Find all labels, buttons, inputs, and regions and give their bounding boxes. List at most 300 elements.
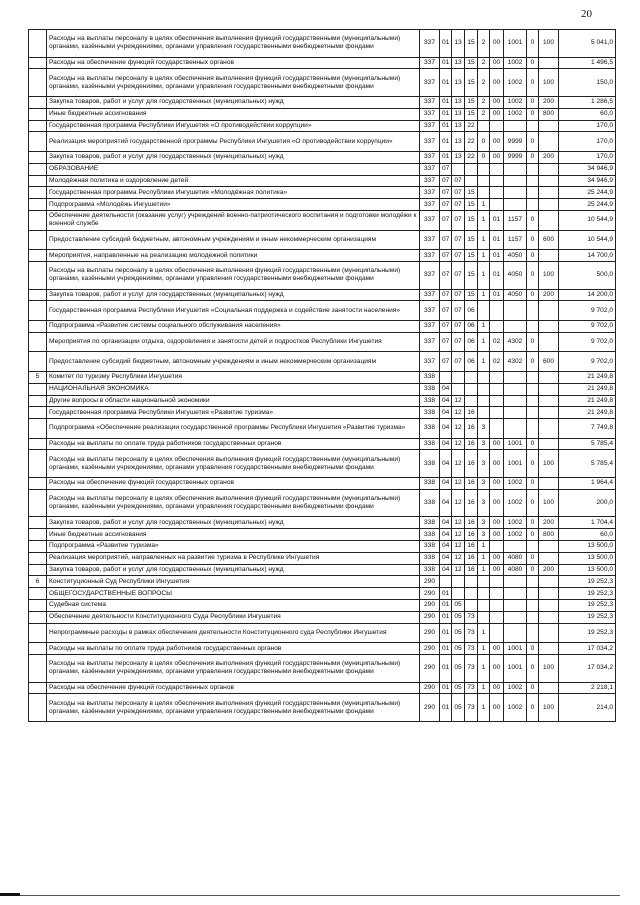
section-code-cell: 01 (440, 120, 452, 132)
direction-code-cell: 1002 (504, 57, 527, 69)
table-row (29, 478, 616, 490)
description-cell: ОБЩЕГОСУДАРСТВЕННЫЕ ВОПРОСЫ (47, 588, 420, 600)
direction-code-cell: 1002 (504, 478, 527, 490)
ministry-code-cell: 337 (420, 96, 440, 108)
direction-code-cell: 1001 (504, 438, 527, 450)
subprogram-code-cell: 1 (478, 552, 490, 564)
extra-code-cell: 0 (527, 552, 539, 564)
table-row (29, 261, 616, 289)
section-number-cell (29, 250, 47, 262)
amount-cell: 14 200,0 (559, 289, 616, 301)
program-code-cell: 73 (465, 682, 478, 694)
event-code-cell: 02 (490, 352, 504, 372)
amount-cell: 150,0 (559, 69, 616, 97)
direction-code-cell (504, 541, 527, 553)
amount-cell: 5 785,4 (559, 450, 616, 478)
subsection-code-cell: 05 (452, 623, 465, 643)
ministry-code-cell: 337 (420, 175, 440, 187)
event-code-cell (490, 371, 504, 383)
extra-code-cell: 0 (527, 450, 539, 478)
direction-code-cell: 1002 (504, 489, 527, 517)
program-code-cell: 15 (465, 199, 478, 211)
event-code-cell: 00 (490, 655, 504, 683)
subsection-code-cell: 07 (452, 261, 465, 289)
table-row (29, 623, 616, 643)
section-code-cell: 01 (440, 132, 452, 152)
ministry-code-cell: 337 (420, 261, 440, 289)
table-row (29, 450, 616, 478)
expense-type-cell: 200 (539, 151, 559, 163)
extra-code-cell (527, 320, 539, 332)
amount-cell: 9 702,0 (559, 352, 616, 372)
extra-code-cell (527, 120, 539, 132)
program-code-cell (465, 576, 478, 588)
description-cell: Расходы на выплаты по оплате труда работников государственных органов (47, 643, 420, 655)
expense-type-cell: 100 (539, 69, 559, 97)
expense-type-cell: 600 (539, 352, 559, 372)
event-code-cell: 00 (490, 682, 504, 694)
expense-type-cell (539, 600, 559, 612)
amount-cell: 25 244,9 (559, 199, 616, 211)
extra-code-cell: 0 (527, 210, 539, 230)
subprogram-code-cell: 1 (478, 199, 490, 211)
program-code-cell (465, 383, 478, 395)
description-cell: Расходы на выплаты персоналу в целях обеспечения выполнения функций государственными (муниципальными) органами, казёнными учреждениями, органами управления государственными внебюджетными фондами (47, 655, 420, 683)
subprogram-code-cell: 1 (478, 320, 490, 332)
description-cell: Закупка товаров, работ и услуг для государственных (муниципальных) нужд (47, 151, 420, 163)
ministry-code-cell: 338 (420, 395, 440, 407)
extra-code-cell: 0 (527, 438, 539, 450)
subprogram-code-cell (478, 175, 490, 187)
ministry-code-cell: 290 (420, 694, 440, 722)
description-cell: Расходы на выплаты по оплате труда работников государственных органов (47, 438, 420, 450)
subprogram-code-cell: 2 (478, 69, 490, 97)
extra-code-cell (527, 419, 539, 439)
event-code-cell: 00 (490, 489, 504, 517)
description-cell: Иные бюджетные ассигнования (47, 529, 420, 541)
ministry-code-cell: 290 (420, 611, 440, 623)
subsection-code-cell: 05 (452, 694, 465, 722)
expense-type-cell (539, 57, 559, 69)
table-row (29, 151, 616, 163)
description-cell: Закупка товаров, работ и услуг для государственных (муниципальных) нужд (47, 564, 420, 576)
section-number-cell (29, 395, 47, 407)
amount-cell: 1 704,4 (559, 517, 616, 529)
section-number-cell (29, 564, 47, 576)
direction-code-cell (504, 175, 527, 187)
direction-code-cell: 9999 (504, 151, 527, 163)
extra-code-cell (527, 588, 539, 600)
section-number-cell (29, 320, 47, 332)
program-code-cell: 16 (465, 564, 478, 576)
section-code-cell: 07 (440, 289, 452, 301)
subprogram-code-cell (478, 588, 490, 600)
extra-code-cell: 0 (527, 643, 539, 655)
ministry-code-cell: 337 (420, 57, 440, 69)
section-number-cell (29, 529, 47, 541)
program-code-cell: 73 (465, 643, 478, 655)
program-code-cell: 16 (465, 450, 478, 478)
amount-cell: 500,0 (559, 261, 616, 289)
event-code-cell: 01 (490, 250, 504, 262)
table-row (29, 682, 616, 694)
ministry-code-cell: 337 (420, 151, 440, 163)
extra-code-cell: 0 (527, 529, 539, 541)
event-code-cell (490, 541, 504, 553)
direction-code-cell (504, 588, 527, 600)
event-code-cell: 00 (490, 552, 504, 564)
section-number-cell (29, 289, 47, 301)
subprogram-code-cell: 2 (478, 96, 490, 108)
section-number-cell (29, 383, 47, 395)
description-cell: Судебная система (47, 600, 420, 612)
program-code-cell: 16 (465, 419, 478, 439)
program-code-cell (465, 600, 478, 612)
direction-code-cell: 4080 (504, 564, 527, 576)
program-code-cell: 22 (465, 120, 478, 132)
subprogram-code-cell (478, 611, 490, 623)
section-code-cell: 01 (440, 611, 452, 623)
direction-code-cell: 1157 (504, 210, 527, 230)
subprogram-code-cell: 1 (478, 643, 490, 655)
description-cell: Государственная программа Республики Ингушетия «Развитие туризма» (47, 407, 420, 419)
subprogram-code-cell: 2 (478, 108, 490, 120)
extra-code-cell (527, 175, 539, 187)
direction-code-cell: 1002 (504, 694, 527, 722)
extra-code-cell: 0 (527, 69, 539, 97)
event-code-cell: 00 (490, 132, 504, 152)
event-code-cell (490, 301, 504, 321)
expense-type-cell: 100 (539, 489, 559, 517)
subprogram-code-cell: 1 (478, 682, 490, 694)
table-row (29, 199, 616, 211)
extra-code-cell (527, 576, 539, 588)
budget-table-body (29, 30, 616, 722)
description-cell: Подпрограмма «Развитие системы социального обслуживания населения» (47, 320, 420, 332)
ministry-code-cell: 337 (420, 132, 440, 152)
subprogram-code-cell: 1 (478, 261, 490, 289)
subsection-code-cell: 12 (452, 450, 465, 478)
direction-code-cell: 1157 (504, 230, 527, 250)
section-code-cell: 01 (440, 96, 452, 108)
ministry-code-cell: 337 (420, 187, 440, 199)
amount-cell: 1 496,5 (559, 57, 616, 69)
direction-code-cell: 1002 (504, 96, 527, 108)
amount-cell: 13 500,0 (559, 564, 616, 576)
extra-code-cell (527, 600, 539, 612)
event-code-cell (490, 120, 504, 132)
program-code-cell (465, 588, 478, 600)
program-code-cell (465, 395, 478, 407)
description-cell: Закупка товаров, работ и услуг для государственных (муниципальных) нужд (47, 289, 420, 301)
ministry-code-cell: 290 (420, 643, 440, 655)
program-code-cell: 15 (465, 210, 478, 230)
footer-rule (20, 895, 620, 896)
expense-type-cell (539, 623, 559, 643)
extra-code-cell: 0 (527, 352, 539, 372)
extra-code-cell (527, 407, 539, 419)
description-cell: Реализация мероприятий, направленных на развитие туризма в Республике Ингушетия (47, 552, 420, 564)
subsection-code-cell: 07 (452, 301, 465, 321)
program-code-cell: 73 (465, 655, 478, 683)
table-row (29, 600, 616, 612)
ministry-code-cell: 338 (420, 541, 440, 553)
section-code-cell: 01 (440, 30, 452, 58)
budget-table (28, 29, 616, 722)
section-code-cell: 07 (440, 163, 452, 175)
extra-code-cell: 0 (527, 108, 539, 120)
section-number-cell (29, 210, 47, 230)
subsection-code-cell (452, 163, 465, 175)
subsection-code-cell: 12 (452, 438, 465, 450)
direction-code-cell: 4050 (504, 261, 527, 289)
ministry-code-cell: 338 (420, 517, 440, 529)
table-row (29, 57, 616, 69)
subsection-code-cell: 07 (452, 250, 465, 262)
amount-cell: 13 500,0 (559, 552, 616, 564)
amount-cell: 21 249,8 (559, 383, 616, 395)
description-cell: Другие вопросы в области национальной экономики (47, 395, 420, 407)
program-code-cell: 15 (465, 230, 478, 250)
expense-type-cell (539, 250, 559, 262)
event-code-cell: 00 (490, 69, 504, 97)
expense-type-cell: 800 (539, 108, 559, 120)
extra-code-cell (527, 395, 539, 407)
expense-type-cell (539, 210, 559, 230)
event-code-cell (490, 175, 504, 187)
direction-code-cell: 1002 (504, 529, 527, 541)
section-number-cell (29, 132, 47, 152)
subprogram-code-cell (478, 383, 490, 395)
program-code-cell: 22 (465, 151, 478, 163)
event-code-cell: 01 (490, 230, 504, 250)
section-code-cell: 04 (440, 419, 452, 439)
subprogram-code-cell (478, 600, 490, 612)
extra-code-cell (527, 163, 539, 175)
ministry-code-cell: 338 (420, 552, 440, 564)
direction-code-cell: 4302 (504, 332, 527, 352)
section-number-cell (29, 600, 47, 612)
extra-code-cell: 0 (527, 132, 539, 152)
description-cell: Государственная программа Республики Ингушетия «О противодействии коррупции» (47, 120, 420, 132)
direction-code-cell: 9999 (504, 132, 527, 152)
table-row (29, 69, 616, 97)
table-row (29, 320, 616, 332)
section-number-cell (29, 655, 47, 683)
description-cell: Комитет по туризму Республики Ингушетия (47, 371, 420, 383)
expense-type-cell (539, 643, 559, 655)
table-row (29, 438, 616, 450)
direction-code-cell: 1002 (504, 69, 527, 97)
subprogram-code-cell: 2 (478, 57, 490, 69)
event-code-cell: 00 (490, 529, 504, 541)
section-number-cell: 6 (29, 576, 47, 588)
description-cell: Расходы на выплаты персоналу в целях обеспечения выполнения функций государственными (муниципальными) органами, казёнными учреждениями, органами управления государственными внебюджетными фондами (47, 69, 420, 97)
program-code-cell: 15 (465, 96, 478, 108)
description-cell: Расходы на выплаты персоналу в целях обеспечения выполнения функций государственными (муниципальными) органами, казёнными учреждениями, органами управления государственными внебюджетными фондами (47, 30, 420, 58)
subsection-code-cell: 13 (452, 57, 465, 69)
event-code-cell (490, 623, 504, 643)
subprogram-code-cell: 1 (478, 655, 490, 683)
subprogram-code-cell: 3 (478, 438, 490, 450)
program-code-cell: 15 (465, 289, 478, 301)
subprogram-code-cell: 1 (478, 289, 490, 301)
section-code-cell: 01 (440, 623, 452, 643)
subprogram-code-cell: 1 (478, 332, 490, 352)
direction-code-cell (504, 371, 527, 383)
ministry-code-cell: 337 (420, 332, 440, 352)
program-code-cell: 16 (465, 478, 478, 490)
direction-code-cell: 4050 (504, 289, 527, 301)
event-code-cell (490, 407, 504, 419)
description-cell: Иные бюджетные ассигнования (47, 108, 420, 120)
extra-code-cell: 0 (527, 261, 539, 289)
section-number-cell (29, 332, 47, 352)
amount-cell: 9 702,0 (559, 320, 616, 332)
section-code-cell: 01 (440, 69, 452, 97)
description-cell: Обеспечение деятельности Конституционного Суда Республики Ингушетия (47, 611, 420, 623)
event-code-cell: 00 (490, 564, 504, 576)
section-number-cell: 5 (29, 371, 47, 383)
section-code-cell: 04 (440, 395, 452, 407)
section-number-cell (29, 96, 47, 108)
section-code-cell: 04 (440, 529, 452, 541)
ministry-code-cell: 338 (420, 450, 440, 478)
program-code-cell: 73 (465, 623, 478, 643)
section-code-cell: 04 (440, 383, 452, 395)
description-cell: Расходы на выплаты персоналу в целях обеспечения выполнения функций государственными (муниципальными) органами, казёнными учреждениями, органами управления государственными внебюджетными фондами (47, 261, 420, 289)
description-cell: Предоставление субсидий бюджетным, автономным учреждениям и иным некоммерческим организациям (47, 352, 420, 372)
table-row (29, 564, 616, 576)
ministry-code-cell: 337 (420, 230, 440, 250)
amount-cell: 19 252,3 (559, 576, 616, 588)
subsection-code-cell (452, 576, 465, 588)
ministry-code-cell: 337 (420, 301, 440, 321)
subprogram-code-cell (478, 120, 490, 132)
table-row (29, 489, 616, 517)
program-code-cell: 15 (465, 108, 478, 120)
section-code-cell: 04 (440, 517, 452, 529)
section-number-cell (29, 30, 47, 58)
expense-type-cell (539, 120, 559, 132)
amount-cell: 10 544,9 (559, 230, 616, 250)
section-number-cell (29, 163, 47, 175)
section-code-cell: 04 (440, 438, 452, 450)
direction-code-cell: 4050 (504, 250, 527, 262)
section-code-cell: 01 (440, 600, 452, 612)
ministry-code-cell: 290 (420, 682, 440, 694)
subsection-code-cell: 12 (452, 407, 465, 419)
table-row (29, 301, 616, 321)
subprogram-code-cell: 3 (478, 419, 490, 439)
program-code-cell: 16 (465, 552, 478, 564)
event-code-cell: 02 (490, 332, 504, 352)
subsection-code-cell: 07 (452, 187, 465, 199)
subsection-code-cell: 07 (452, 210, 465, 230)
subsection-code-cell: 12 (452, 419, 465, 439)
program-code-cell: 73 (465, 611, 478, 623)
event-code-cell (490, 395, 504, 407)
extra-code-cell: 0 (527, 489, 539, 517)
subprogram-code-cell: 0 (478, 151, 490, 163)
event-code-cell: 00 (490, 517, 504, 529)
subsection-code-cell: 05 (452, 682, 465, 694)
extra-code-cell (527, 371, 539, 383)
section-code-cell: 07 (440, 175, 452, 187)
program-code-cell: 15 (465, 57, 478, 69)
direction-code-cell (504, 395, 527, 407)
section-number-cell (29, 623, 47, 643)
expense-type-cell: 200 (539, 96, 559, 108)
amount-cell: 1 286,5 (559, 96, 616, 108)
expense-type-cell: 200 (539, 564, 559, 576)
section-code-cell: 07 (440, 250, 452, 262)
section-number-cell (29, 419, 47, 439)
section-number-cell (29, 120, 47, 132)
table-row (29, 576, 616, 588)
section-code-cell: 07 (440, 261, 452, 289)
section-code-cell: 01 (440, 57, 452, 69)
subsection-code-cell (452, 588, 465, 600)
description-cell: Подпрограмма «Молодёжь Ингушетии» (47, 199, 420, 211)
amount-cell: 1 964,4 (559, 478, 616, 490)
event-code-cell (490, 600, 504, 612)
program-code-cell: 06 (465, 332, 478, 352)
description-cell: Государственная программа Республики Ингушетия «Социальная поддержка и содействие занятости населения» (47, 301, 420, 321)
table-row (29, 332, 616, 352)
amount-cell: 34 946,9 (559, 175, 616, 187)
expense-type-cell: 600 (539, 230, 559, 250)
event-code-cell: 01 (490, 210, 504, 230)
subprogram-code-cell: 1 (478, 230, 490, 250)
amount-cell: 21 249,8 (559, 395, 616, 407)
extra-code-cell (527, 383, 539, 395)
subsection-code-cell: 07 (452, 320, 465, 332)
event-code-cell: 00 (490, 108, 504, 120)
direction-code-cell (504, 407, 527, 419)
section-code-cell: 01 (440, 655, 452, 683)
ministry-code-cell: 337 (420, 320, 440, 332)
subsection-code-cell: 07 (452, 175, 465, 187)
description-cell: Расходы на выплаты персоналу в целях обеспечения выполнения функций государственными (муниципальными) органами, казёнными учреждениями, органами управления государственными внебюджетными фондами (47, 489, 420, 517)
subprogram-code-cell (478, 163, 490, 175)
amount-cell: 5 785,4 (559, 438, 616, 450)
ministry-code-cell: 338 (420, 529, 440, 541)
event-code-cell (490, 588, 504, 600)
extra-code-cell: 0 (527, 332, 539, 352)
program-code-cell (465, 163, 478, 175)
subsection-code-cell: 07 (452, 352, 465, 372)
expense-type-cell (539, 552, 559, 564)
section-number-cell (29, 694, 47, 722)
expense-type-cell: 100 (539, 30, 559, 58)
direction-code-cell: 1001 (504, 643, 527, 655)
table-row (29, 175, 616, 187)
expense-type-cell (539, 588, 559, 600)
description-cell: Расходы на выплаты персоналу в целях обеспечения выполнения функций государственными (муниципальными) органами, казёнными учреждениями, органами управления государственными внебюджетными фондами (47, 450, 420, 478)
program-code-cell (465, 371, 478, 383)
subprogram-code-cell: 3 (478, 489, 490, 517)
section-code-cell: 07 (440, 210, 452, 230)
subsection-code-cell: 12 (452, 395, 465, 407)
direction-code-cell (504, 120, 527, 132)
event-code-cell: 00 (490, 643, 504, 655)
subsection-code-cell (452, 371, 465, 383)
event-code-cell: 01 (490, 289, 504, 301)
expense-type-cell (539, 301, 559, 321)
description-cell: Обеспечение деятельности (оказание услуг) учреждений военно-патриотического воспитания и подготовки молодёжи к военной службе (47, 210, 420, 230)
description-cell: Государственная программа Республики Ингушетия «Молодёжная политика» (47, 187, 420, 199)
